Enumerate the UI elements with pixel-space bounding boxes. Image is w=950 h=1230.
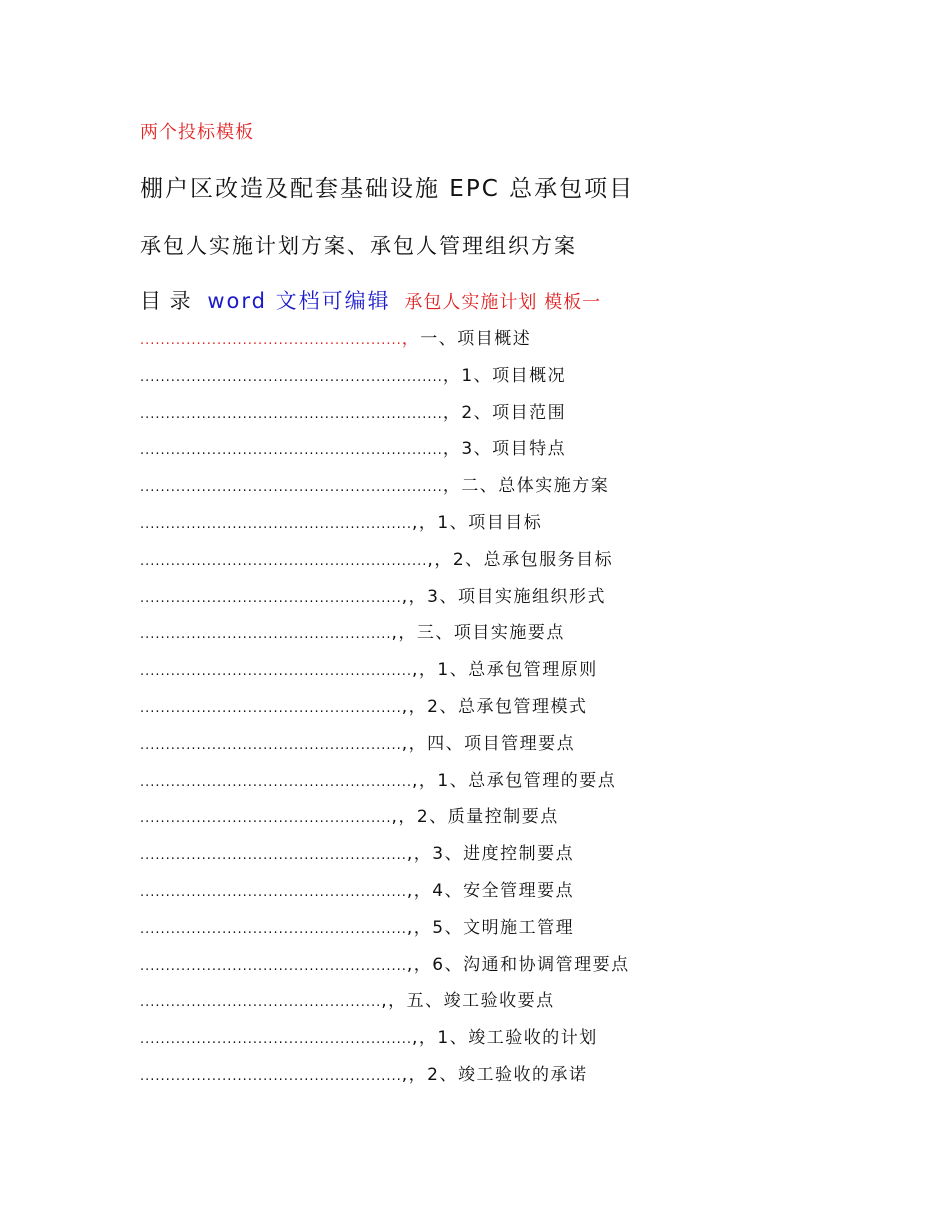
toc-entry-text: 2、总承包管理模式: [427, 697, 588, 717]
toc-entry-text: 四、项目管理要点: [427, 733, 576, 754]
toc-entry[interactable]: [140, 880, 574, 904]
toc-separator: ,，: [412, 1028, 438, 1049]
toc-separator: ,，: [406, 917, 433, 938]
toc-leader-dots: ...................................................: [140, 701, 402, 716]
toc-entry-text: 2、竣工验收的承诺: [427, 1065, 588, 1085]
toc-entry-text: 4、安全管理要点: [432, 881, 575, 901]
toc-separator: ,，: [401, 586, 428, 607]
toc-entry[interactable]: [140, 917, 574, 941]
toc-leader-dots: .....................................................: [140, 664, 413, 680]
toc-leader-dots: .....................................................: [140, 517, 413, 532]
toc-entry-text: 1、项目目标: [437, 513, 543, 533]
toc-leader-dots: ........................................................: [140, 553, 428, 569]
toc-entry[interactable]: [140, 328, 531, 352]
toc-entry-text: 3、项目实施组织形式: [427, 586, 606, 607]
toc-entry-text: 二、总体实施方案: [461, 476, 610, 497]
word-editable-note: word 文档可编辑: [207, 289, 391, 313]
toc-entry[interactable]: [140, 549, 613, 573]
toc-separator: ，: [442, 476, 462, 497]
toc-separator: ,，: [401, 1065, 428, 1085]
toc-entry[interactable]: [140, 659, 598, 683]
toc-entry-text: 2、质量控制要点: [416, 807, 559, 828]
template-note: 承包人实施计划 模板一: [404, 292, 602, 313]
toc-entry[interactable]: [140, 586, 606, 610]
top-note: 两个投标模板: [140, 122, 254, 143]
toc-entry[interactable]: [140, 733, 575, 757]
toc-leader-dots: ...................................................: [140, 737, 402, 753]
toc-separator: ，: [442, 365, 462, 386]
toc-leader-dots: ...........................................................: [140, 369, 443, 385]
toc-leader-dots: .................................................: [140, 811, 392, 827]
toc-leader-dots: ....................................................: [140, 885, 407, 900]
toc-separator: ,，: [401, 733, 428, 754]
toc-entry[interactable]: [140, 806, 559, 830]
document-subtitle: 承包人实施计划方案、承包人管理组织方案: [140, 234, 577, 258]
toc-leader-dots: ....................................................: [140, 958, 407, 974]
toc-separator: ,，: [391, 623, 417, 644]
toc-entry-text: 6、沟通和协调管理要点: [432, 954, 630, 975]
toc-entry[interactable]: [140, 990, 555, 1014]
toc-entry[interactable]: [140, 843, 574, 867]
toc-entry-text: 一、项目概述: [420, 329, 532, 349]
toc-separator: ,，: [412, 513, 438, 533]
toc-leader-dots: ...........................................................: [140, 406, 443, 422]
toc-entry[interactable]: [140, 1027, 598, 1051]
toc-entry-text: 1、总承包管理原则: [437, 660, 598, 681]
toc-entry[interactable]: [140, 954, 630, 978]
toc-header: [140, 285, 601, 315]
toc-separator: ,，: [427, 549, 453, 570]
toc-separator: ,，: [412, 770, 438, 791]
toc-label: 目 录: [140, 289, 192, 313]
toc-leader-dots: ...................................................: [140, 1069, 402, 1084]
toc-entry-text: 1、项目概况: [461, 365, 567, 386]
toc-entry-text: 3、项目特点: [461, 439, 567, 460]
document-title: 棚户区改造及配套基础设施 EPC 总承包项目: [140, 176, 635, 202]
toc-separator: ,，: [381, 991, 407, 1012]
toc-entry[interactable]: [140, 475, 609, 499]
toc-separator: ,，: [412, 660, 438, 681]
toc-separator: ，: [442, 402, 462, 423]
toc-entry[interactable]: [140, 365, 566, 389]
toc-leader-dots: ...................................................: [140, 590, 402, 606]
toc-entry[interactable]: [140, 696, 587, 720]
toc-leader-dots: ...........................................................: [140, 443, 443, 459]
toc-separator: ,，: [406, 954, 433, 975]
toc-leader-dots: .................................................: [140, 627, 392, 643]
toc-entry-text: 5、文明施工管理: [432, 917, 575, 938]
toc-entry-text: 2、总承包服务目标: [452, 549, 614, 570]
toc-leader-dots: .....................................................: [140, 1032, 413, 1048]
toc-entry[interactable]: [140, 512, 542, 536]
toc-entry-text: 3、进度控制要点: [432, 844, 575, 865]
toc-entry-text: 1、总承包管理的要点: [437, 770, 617, 791]
toc-leader-dots: .....................................................: [140, 774, 413, 790]
toc-entry-text: 1、竣工验收的计划: [437, 1028, 598, 1049]
toc-entry[interactable]: [140, 622, 565, 646]
toc-separator: ,，: [406, 881, 433, 901]
toc-entry[interactable]: [140, 770, 616, 794]
toc-separator: ，: [442, 439, 462, 460]
toc-separator: ，: [401, 329, 421, 349]
toc-entry[interactable]: [140, 1064, 587, 1088]
toc-leader-dots: ....................................................: [140, 921, 407, 937]
toc-leader-dots: ...................................................: [140, 333, 402, 348]
toc-leader-dots: ...........................................................: [140, 480, 443, 496]
toc-leader-dots: ....................................................: [140, 848, 407, 864]
toc-entry-text: 2、项目范围: [461, 402, 567, 423]
toc-entry[interactable]: [140, 402, 566, 426]
toc-entry-text: 五、竣工验收要点: [406, 991, 555, 1012]
toc-separator: ,，: [406, 844, 433, 865]
toc-entry-text: 三、项目实施要点: [416, 623, 565, 644]
toc-separator: ,，: [401, 697, 428, 717]
toc-separator: ,，: [391, 807, 417, 828]
toc-entry[interactable]: [140, 438, 566, 462]
toc-leader-dots: ...............................................: [140, 995, 382, 1011]
